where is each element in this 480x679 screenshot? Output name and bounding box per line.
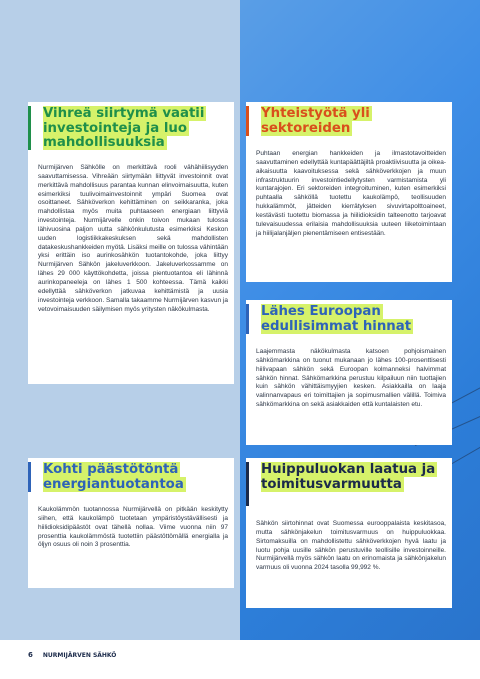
accent-bar bbox=[246, 106, 249, 136]
card-title: Huippuluokan laatua ja toimitusvarmuutta bbox=[261, 462, 436, 492]
card-body: Laajemmasta näkökulmasta katsoen pohjoismainen sähkömarkkina on tuonut mukanaan jo lähes 100-prosenttisesti hiilivapaan sähkön sekä Euroopan kolmanneksi halvimmat sähkön hinnat. Sähkömarkkina perustuu kilpailuun niin tuottajien kuin sähkön vähittäismyyjien kesken. Asiakkailla on laaja valinnanvapaus eri toimittajien ja sopimusmallien välillä. Toimiva sähkömarkkina on sekä asiakkaiden että kuntalaisten etu. bbox=[256, 348, 446, 409]
card-body: Puhtaan energian hankkeiden ja ilmastotavoitteiden saavuttaminen edellyttää kuntapäättäjiltä proaktiivisuutta ja oikea-aikaisuutta kaavoituksessa sekä sähköverkkojen ja muun infrastruktuurin investointiedellytysten varmistamista yli kuntarajojen. Eri sektoreiden integroituminen, kuten esimerkiksi puhtaalla sähköllä tuotettu kaukolämpö, teollisuuden hukkalämmöt, jätteiden kierrätyksen sivuvirtapolttoaineet, kestävästi tuotettu biomassa ja hiilidioksidin talteenotto tarjoavat tulevaisuudessa erilaisia mahdollisuuksia uuteen liiketoimintaan ja hiilijalanjäljen pienentämiseen entisestään. bbox=[256, 150, 446, 237]
accent-bar bbox=[28, 106, 31, 150]
card-emission-free bbox=[28, 458, 234, 588]
page-number: 6 bbox=[28, 651, 33, 659]
card-body: Nurmijärven Sähkölle on merkittävä rooli vähähiilisyyden saavuttamisessa. Vihreään siirtymään liittyvät investoinnit ovat merkittävä mahdollisuus parantaa kunnan elinvoimaisuutta, kuten esimerkiksi tuulivoimainvestoinnit ympäri Suomea ovat osoittaneet. Sähköverkon kehittäminen on seikkaranka, joka mahdollistaa myös muita puhtaaseen energiaan liittyviä investointeja. Nurmijärvelle onkin toivon mukaan tulossa lähivuosina paljon uutta sähkönkulutusta esimerkiksi Keskon uuden logistiikkakeskuksen sekä mahdollisten datakeskushankkeiden myötä. Lisäksi meille on tulossa vähintään yksi erittäin iso aurinkosähkön tuotantokohde, joka liittyy Nurmijärven Sähkön jakeluverkkoon. Jakeluverkossamme on lähes 29 000 käyttökohdetta, joissa pientuotantoa eli lähinnä aurinkopaneeleja on lähes 1 500 kohteessa. Tämä kaikki edellyttää sähköverkon jatkuvaa kehittämistä ja uusia investointeja verkkoon. Samalla takaamme Nurmijärven kasvun ja vetovoimaisuuden säilymisen myös yritysten näkökulmasta. bbox=[38, 164, 228, 313]
accent-bar bbox=[246, 304, 249, 334]
card-body: Sähkön siirtohinnat ovat Suomessa eurooppalaista keskitasoa, mutta sähkönjakelun toimitusvarmuus on huippuluokkaa. Sirtomaksuilla on mahdollistettu sähköverkkojen hyvä laatu ja luotu pohja uusille sähkön perustuville teollisille investoinneille. Nurmijärvellä myös sähkön laatu on erinomaista ja sähkönjakelun varmuus oli vuonna 2024 tasolla 99,992 %. bbox=[256, 520, 446, 572]
card-body: Kaukolämmön tuotannossa Nurmijärvellä on pitkään keskitytty siihen, että kaukolämpö tuotetaan ympäristöystävällisesti ja hiilidioksidipäästöt ovat tähellä nollaa. Viime vuonna niin 97 prosenttia kaukolämmöstä tuotettiin päästöttömällä energialla ja öljyn osuus oli noin 3 prosenttia. bbox=[38, 506, 228, 549]
card-orange-cooperation bbox=[246, 102, 452, 282]
card-title: Vihreä siirtymä vaatii investointeja ja luo mahdollisuuksia bbox=[43, 106, 205, 151]
accent-bar bbox=[28, 462, 31, 492]
publisher-name: NURMIJÄRVEN SÄHKÖ bbox=[42, 651, 117, 659]
card-blue-prices bbox=[246, 300, 452, 445]
card-title: Kohti päästötöntä energiantuotantoa bbox=[43, 462, 184, 492]
card-title: Yhteistyötä yli sektoreiden bbox=[261, 106, 370, 136]
page-footer bbox=[28, 649, 116, 661]
accent-bar bbox=[246, 462, 249, 506]
card-navy-quality bbox=[246, 458, 452, 608]
card-green-transition bbox=[28, 102, 234, 384]
card-title: Lähes Euroopan edullisimmat hinnat bbox=[261, 304, 412, 334]
